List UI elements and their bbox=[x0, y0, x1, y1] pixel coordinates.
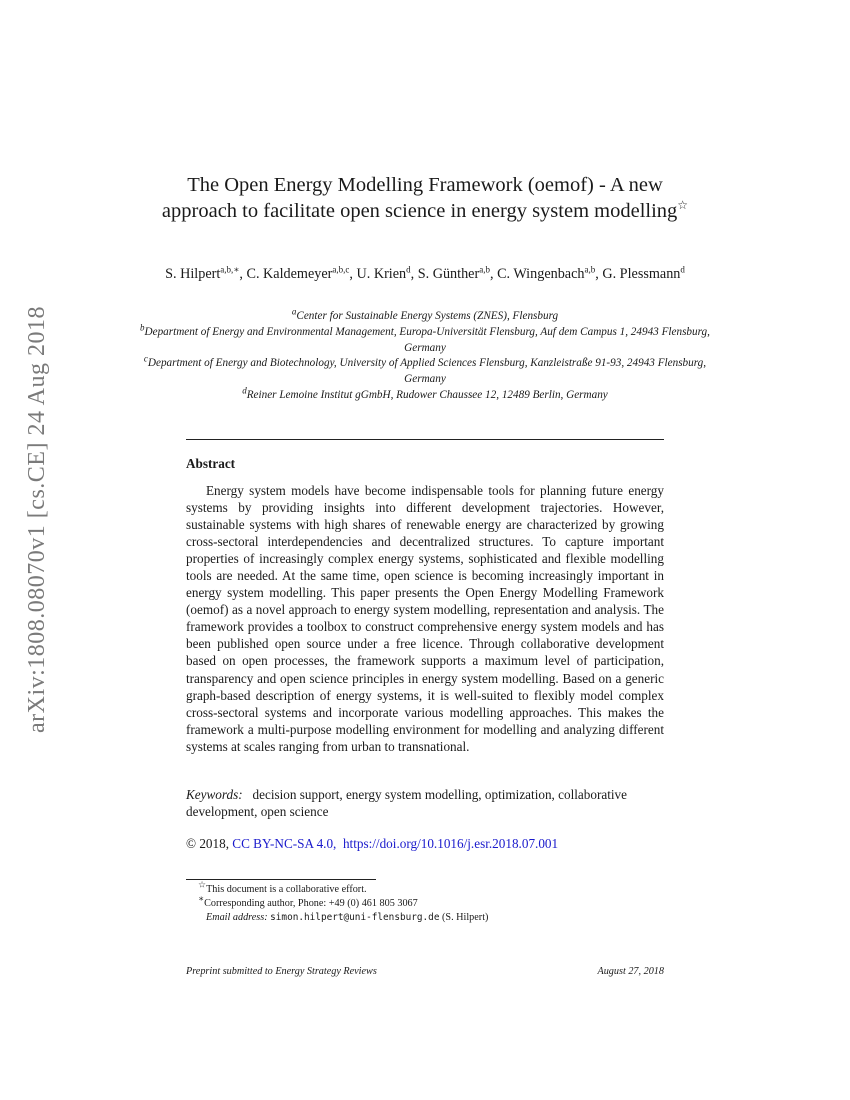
footnote-collab bbox=[186, 879, 664, 897]
email-label: Email address: bbox=[206, 912, 268, 923]
author-separator: , bbox=[349, 266, 357, 282]
affiliation-text: Department of Energy and Biotechnology, University of Applied Sciences Flensburg, Kanzleistraße 91-93, 24943 Flensburg, Germany bbox=[147, 357, 707, 386]
author-affiliation-mark: a,b,∗ bbox=[220, 264, 240, 275]
keywords-label: Keywords: bbox=[186, 787, 243, 802]
author-affiliation-mark: a,b,c bbox=[332, 264, 350, 275]
author-name: S. Hilpert bbox=[165, 266, 221, 282]
footnote-corr-mark: ∗ bbox=[198, 893, 205, 904]
footnote-rule bbox=[186, 879, 376, 880]
author-name: C. Kaldemeyer bbox=[246, 266, 333, 282]
title-footnote-mark: ☆ bbox=[677, 198, 689, 213]
author-separator: , bbox=[410, 266, 418, 282]
author bbox=[497, 266, 602, 282]
footnote-email bbox=[186, 911, 664, 925]
author-name: G. Plessmann bbox=[602, 266, 681, 282]
author-name: S. Günther bbox=[417, 266, 480, 282]
affiliation-label: b bbox=[140, 322, 145, 333]
affiliation-label: d bbox=[242, 385, 247, 396]
author-affiliation-mark: d bbox=[680, 264, 685, 275]
author-name: U. Krien bbox=[356, 266, 407, 282]
affiliation bbox=[140, 353, 710, 388]
affiliation-list bbox=[140, 306, 710, 404]
affiliation-text: Center for Sustainable Energy Systems (ZNES), Flensburg bbox=[296, 310, 559, 322]
author-affiliation-mark: d bbox=[406, 264, 411, 275]
author-list bbox=[150, 265, 700, 284]
footnote-corr-text: Corresponding author, Phone: +49 (0) 461 805 3067 bbox=[204, 898, 418, 909]
author-separator: , bbox=[489, 266, 498, 282]
email-owner: (S. Hilpert) bbox=[442, 912, 489, 923]
author-name: C. Wingenbach bbox=[497, 266, 585, 282]
author-affiliation-mark: a,b bbox=[479, 264, 490, 275]
affiliation-label: a bbox=[291, 306, 297, 317]
author bbox=[247, 266, 357, 282]
title-text: The Open Energy Modelling Framework (oemof) - A new approach to facilitate open science in energy system modelling bbox=[161, 174, 678, 222]
affiliation-label: c bbox=[143, 353, 148, 364]
keywords bbox=[186, 786, 664, 820]
license-line bbox=[186, 835, 664, 852]
author bbox=[165, 266, 246, 282]
author bbox=[356, 266, 417, 282]
email-address[interactable]: simon.hilpert@uni-flensburg.de bbox=[270, 912, 440, 923]
affiliation-text: Reiner Lemoine Institut gGmbH, Rudower Chaussee 12, 12489 Berlin, Germany bbox=[246, 388, 608, 401]
doi-link[interactable]: https://doi.org/10.1016/j.esr.2018.07.001 bbox=[342, 836, 559, 851]
footnotes bbox=[186, 879, 664, 925]
footnote-corresponding bbox=[186, 893, 664, 911]
author-separator: , bbox=[595, 266, 603, 282]
license-link[interactable]: CC BY-NC-SA 4.0, bbox=[232, 836, 337, 851]
author bbox=[602, 266, 685, 282]
footer-date: August 27, 2018 bbox=[597, 966, 664, 977]
paper-title bbox=[150, 172, 700, 224]
affiliation bbox=[140, 322, 710, 357]
affiliation bbox=[140, 306, 710, 325]
abstract-body: Energy system models have become indispensable tools for planning future energy systems by providing insights into different development trajectories. However, sustainable systems with high shares of renewable energy are characterized by growing cross-sectoral interdependencies and decentralized structures. To capture important properties of increasingly complex energy systems, sophisticated and flexible modelling tools are needed. At the same time, open science is becoming increasingly important in energy system modelling. This paper presents the Open Energy Modelling Framework (oemof) as a novel approach to energy system modelling, representation and analysis. The framework provides a toolbox to construct comprehensive energy system models and has been published open source under a free licence. Through collaborative development based on open processes, the framework supports a maximum level of participation, transparency and open science principles in energy system modelling. Based on a generic graph-based description of energy systems, it is well-suited to flexibly model complex cross-sectoral systems and incorporate various modelling approaches. This makes the framework a multi-purpose modelling environment for modelling and analyzing different systems at scales ranging from urban to transnational. bbox=[186, 483, 664, 754]
footnote-collab-text: This document is a collaborative effort. bbox=[206, 884, 367, 895]
author-affiliation-mark: a,b bbox=[584, 264, 596, 275]
keywords-text: decision support, energy system modelling, optimization, collaborative development, open science bbox=[186, 787, 627, 819]
arxiv-identifier: arXiv:1808.08070v1 [cs.CE] 24 Aug 2018 bbox=[24, 306, 50, 734]
footnote-star-mark: ☆ bbox=[198, 879, 207, 890]
footer-preprint: Preprint submitted to Energy Strategy Reviews bbox=[186, 966, 377, 977]
author bbox=[418, 266, 497, 282]
author-separator: , bbox=[239, 266, 247, 282]
copyright-year: © 2018, bbox=[186, 836, 229, 851]
affiliation-text: Department of Energy and Environmental Management, Europa-Universität Flensburg, Auf dem Campus 1, 24943 Flensburg, Germany bbox=[144, 325, 710, 354]
abstract-heading: Abstract bbox=[186, 456, 236, 471]
affiliation bbox=[140, 385, 710, 404]
abstract-top-rule bbox=[186, 439, 664, 440]
